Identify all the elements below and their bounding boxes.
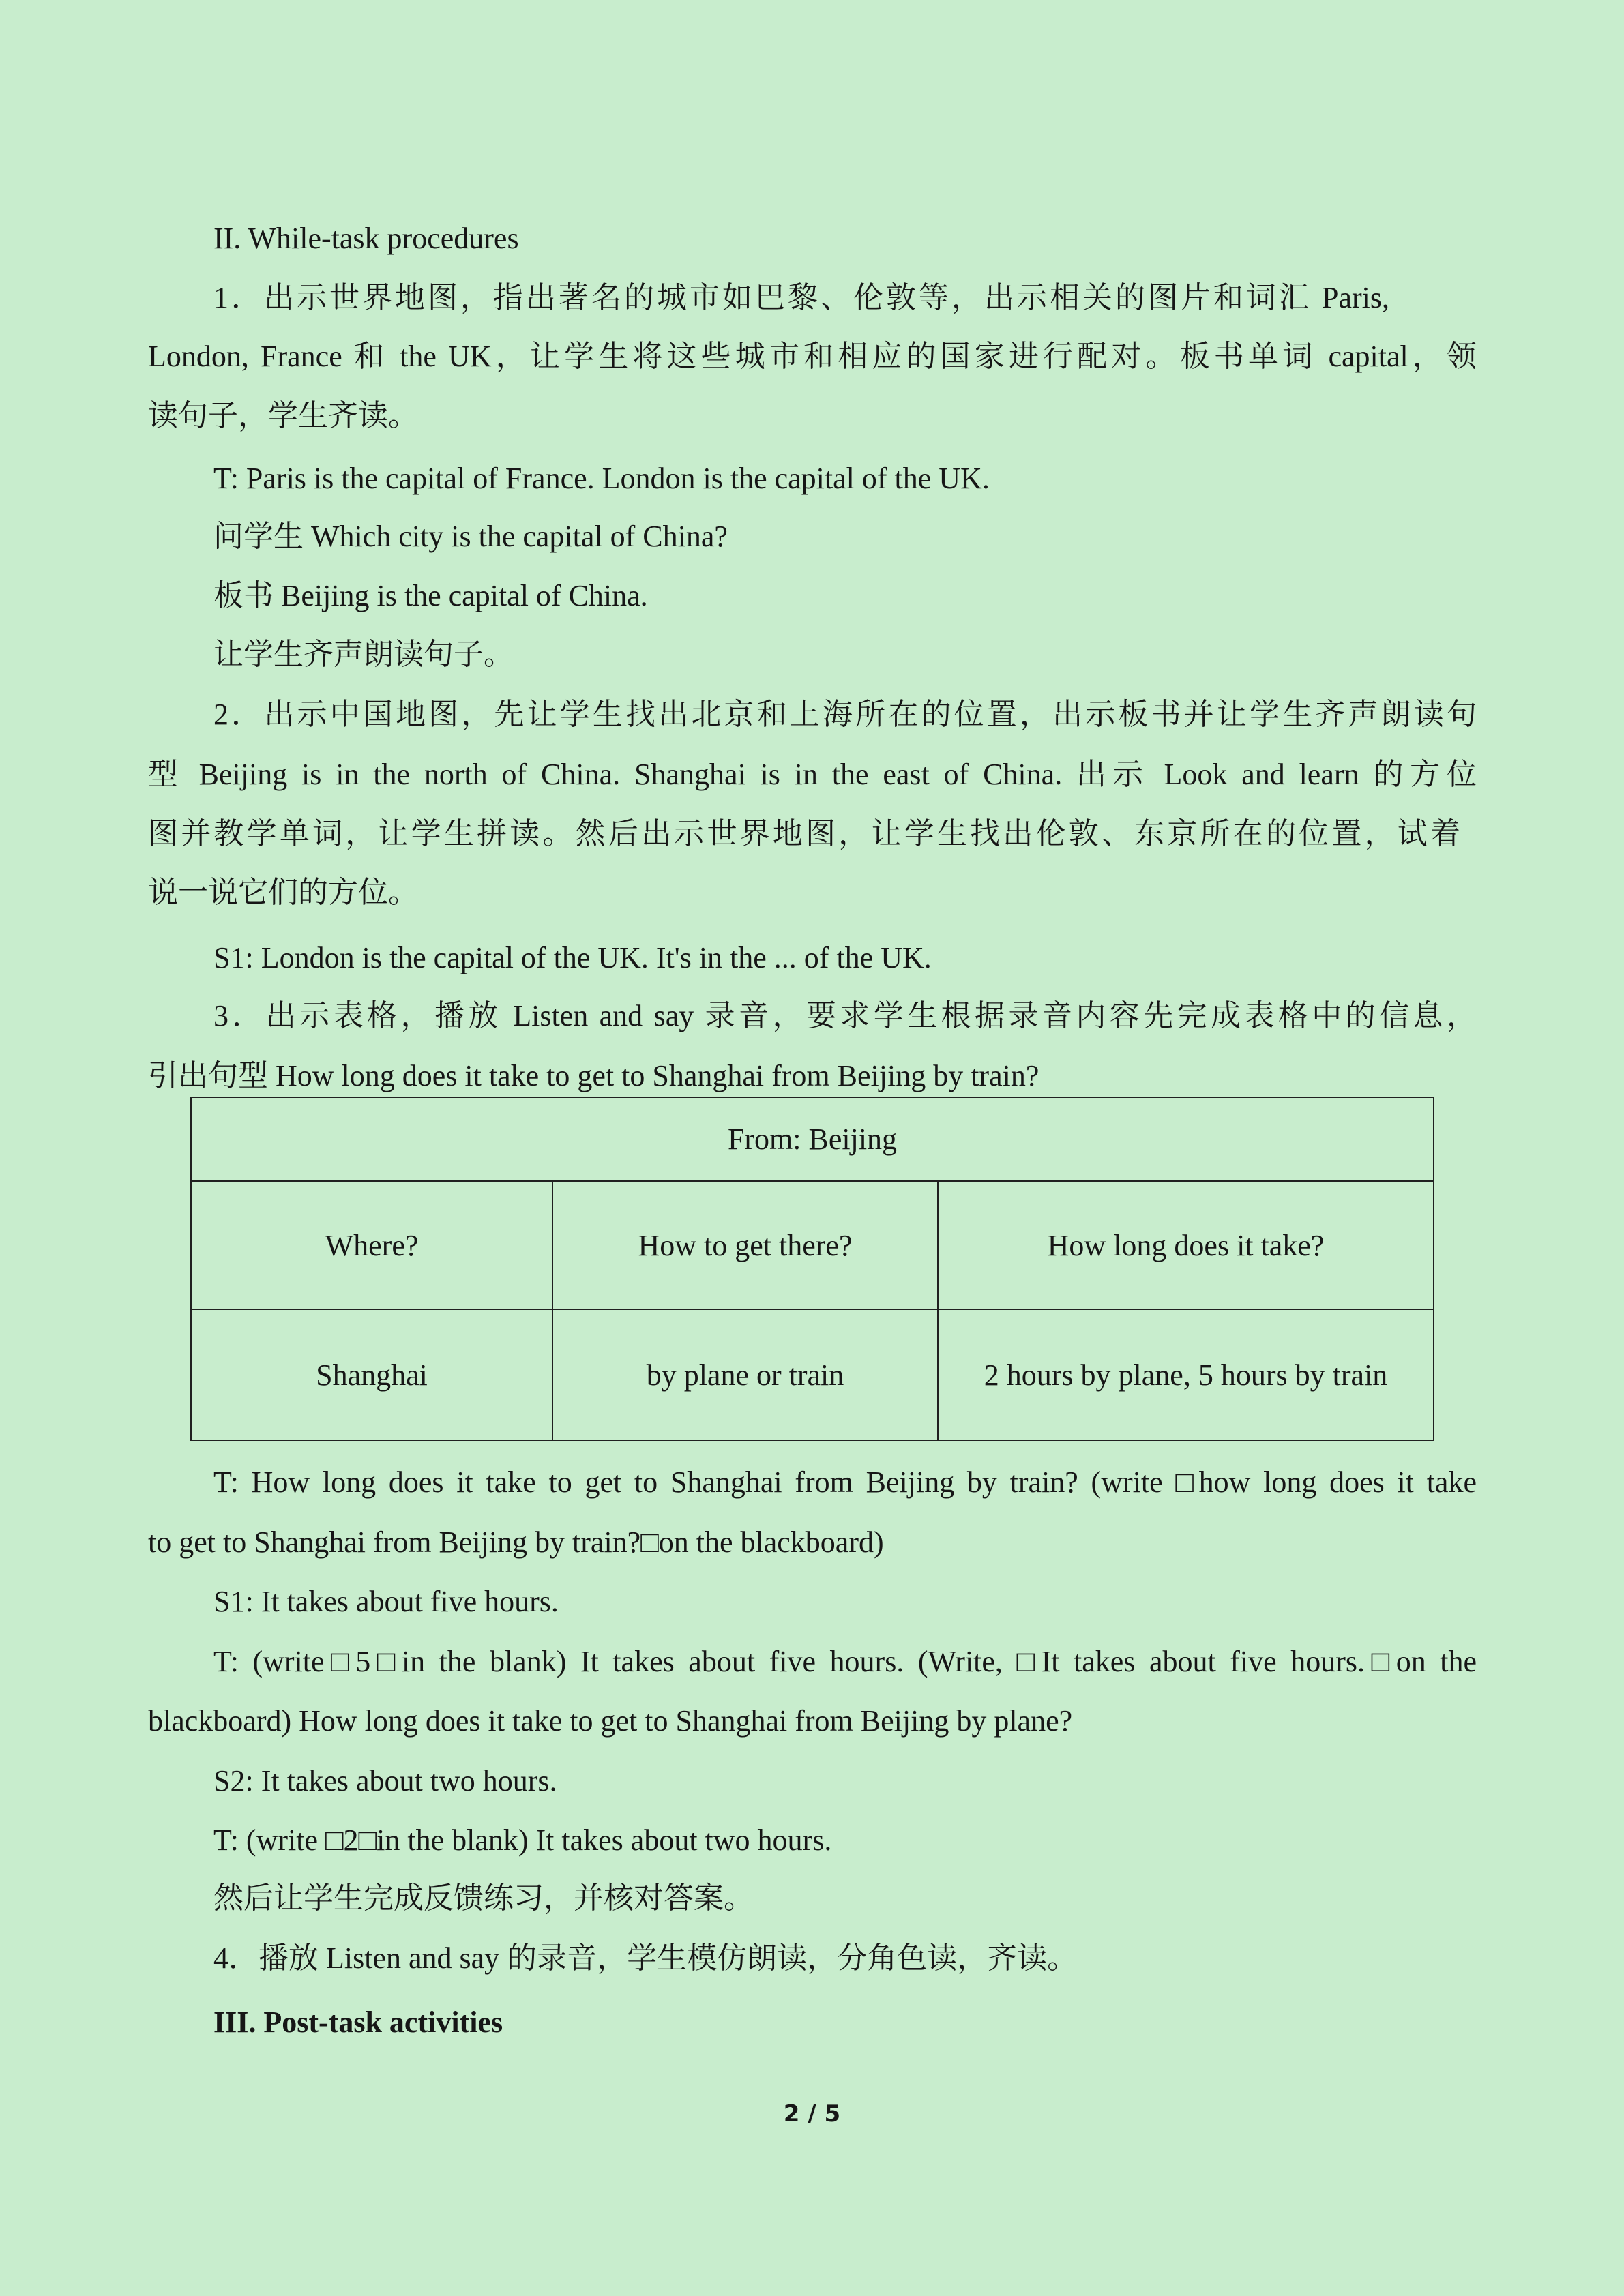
dialogue-teacher-1a: T: How long does it take to get to Shanghai from Beijing by train? (write □how long does it take [213, 1465, 1477, 1499]
paragraph-3-line-1: 3．出示表格，播放 Listen and say 录音，要求学生根据录音内容先完成表格中的信息， [213, 999, 1477, 1032]
dialogue-student-1: S1: It takes about five hours. [213, 1585, 559, 1618]
column-header-duration: How long does it take? [938, 1181, 1434, 1309]
blackboard-line: 板书 Beijing is the capital of China. [213, 579, 648, 612]
table-cell-duration: 2 hours by plane, 5 hours by train [938, 1309, 1434, 1440]
post-task-heading: III. Post-task activities [213, 2006, 503, 2039]
section-heading: II. While-task procedures [213, 222, 519, 255]
student-line: S1: London is the capital of the UK. It's in the ... of the UK. [213, 941, 932, 974]
info-table [190, 1097, 1434, 1441]
paragraph-2-line-4: 说一说它们的方位。 [148, 876, 418, 909]
paragraph-2-line-1: 2．出示中国地图，先让学生找出北京和上海所在的位置，出示板书并让学生齐声朗读句 [213, 698, 1477, 731]
column-header-where: Where? [191, 1181, 552, 1309]
dialogue-teacher-2b: blackboard) How long does it take to get to Shanghai from Beijing by plane? [148, 1704, 1073, 1738]
paragraph-1-line-3: 读句子，学生齐读。 [148, 399, 418, 432]
paragraph-2-line-3: 图并教学单词，让学生拼读。然后出示世界地图，让学生找出伦敦、东京所在的位置，试着 [148, 817, 1460, 850]
column-header-how: How to get there? [552, 1181, 938, 1309]
table-cell-transport: by plane or train [552, 1309, 938, 1440]
feedback-line: 然后让学生完成反馈练习，并核对答案。 [213, 1881, 754, 1915]
teacher-line: T: Paris is the capital of France. London is the capital of the UK. [213, 462, 990, 495]
dialogue-teacher-2a: T: (write□5□in the blank) It takes about five hours. (Write, □It takes about five hours.□on the [213, 1645, 1477, 1678]
table-cell-destination: Shanghai [191, 1309, 552, 1440]
paragraph-1-line-1: 1．出示世界地图，指出著名的城市如巴黎、伦敦等，出示相关的图片和词汇 Paris, [213, 281, 1389, 314]
paragraph-3-line-2: 引出句型 How long does it take to get to Shanghai from Beijing by train? [148, 1059, 1039, 1092]
page-number: 2 / 5 [783, 2100, 841, 2128]
question-line: 问学生 Which city is the capital of China? [213, 520, 728, 553]
chorus-line: 让学生齐声朗读句子。 [213, 638, 514, 671]
paragraph-4: 4．播放 Listen and say 的录音，学生模仿朗读，分角色读，齐读。 [213, 1941, 1078, 1975]
dialogue-student-2: S2: It takes about two hours. [213, 1764, 557, 1798]
paragraph-1-line-2: London, France 和 the UK，让学生将这些城市和相应的国家进行配对。板书单词 capital，领 [148, 340, 1477, 373]
paragraph-2-line-2: 型 Beijing is in the north of China. Shanghai is in the east of China. 出示 Look and learn 的方位 [148, 758, 1477, 791]
dialogue-teacher-3: T: (write □2□in the blank) It takes about two hours. [213, 1823, 832, 1857]
table-header-cell: From: Beijing [191, 1097, 1434, 1181]
dialogue-teacher-1b: to get to Shanghai from Beijing by train?□on the blackboard) [148, 1525, 884, 1559]
